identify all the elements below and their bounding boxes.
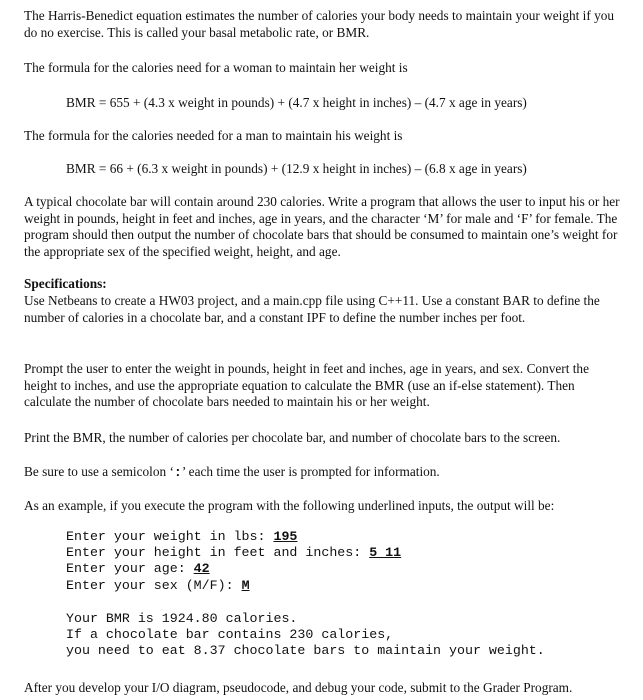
man-formula-intro: The formula for the calories needed for a man to maintain his weight is xyxy=(24,128,403,143)
specifications-text: Use Netbeans to create a HW03 project, and a main.cpp file using C++11. Use a constant BAR to define the number of calories in a chocolate bar, and a constant IPF to define the number inches per foot. xyxy=(24,293,600,325)
output-bars-line: you need to eat 8.37 chocolate bars to maintain your weight. xyxy=(66,643,545,659)
weight-prompt: Enter your weight in lbs: xyxy=(66,529,274,544)
final-paragraph: After you develop your I/O diagram, pseudocode, and debug your code, submit to the Grader Program. xyxy=(24,680,573,695)
weight-input-value: 195 xyxy=(273,529,298,544)
woman-bmr-formula: BMR = 655 + (4.3 x weight in pounds) + (4.7 x height in inches) – (4.7 x age in years) xyxy=(66,95,527,110)
output-calories-line: If a chocolate bar contains 230 calories, xyxy=(66,627,394,643)
prompt-paragraph: Prompt the user to enter the weight in pounds, height in feet and inches, age in years, and sex. Convert the height to inches, and use the appropriate equation to calculate the BMR (use an if-else statement). Then calculate the number of chocolate bars needed to maintain his or her weight. xyxy=(24,361,589,409)
man-bmr-formula: BMR = 66 + (6.3 x weight in pounds) + (12.9 x height in inches) – (6.8 x age in years) xyxy=(66,161,527,176)
output-bmr-line: Your BMR is 1924.80 calories. xyxy=(66,611,298,626)
semicolon-text-before: Be sure to use a semicolon ‘ xyxy=(24,464,174,479)
sex-prompt-line xyxy=(66,578,401,594)
age-input-value: 42 xyxy=(193,561,210,577)
example-intro: As an example, if you execute the program with the following underlined inputs, the output will be: xyxy=(24,498,555,513)
height-input-value: 5 11 xyxy=(369,545,402,561)
chocolate-paragraph: A typical chocolate bar will contain around 230 calories. Write a program that allows the user to input his or her weight in pounds, height in feet and inches, age in years, and the character ‘M’ for male and ‘F’ for female. The program should then output the number of chocolate bars that should be consumed to maintain one’s weight for the appropriate sex of the specified weight, height, and age. xyxy=(24,194,620,259)
semicolon-symbol: : xyxy=(173,465,182,480)
example-input-block xyxy=(66,529,401,594)
woman-formula-intro: The formula for the calories need for a woman to maintain her weight is xyxy=(24,60,408,75)
height-prompt-line xyxy=(66,545,401,561)
sex-input-value: M xyxy=(241,577,250,593)
example-output-block xyxy=(66,611,545,660)
semicolon-text-after: ’ each time the user is prompted for information. xyxy=(181,464,440,479)
specifications-heading: Specifications: xyxy=(24,276,107,291)
age-prompt: Enter your age: xyxy=(66,561,194,577)
age-prompt-line xyxy=(66,561,401,577)
intro-paragraph: The Harris-Benedict equation estimates the number of calories your body needs to maintain your weight if you do no exercise. This is called your basal metabolic rate, or BMR. xyxy=(24,8,615,40)
print-paragraph: Print the BMR, the number of calories per chocolate bar, and number of chocolate bars to the screen. xyxy=(24,430,561,445)
height-prompt: Enter your height in feet and inches: xyxy=(66,545,370,561)
weight-prompt-line xyxy=(66,529,401,545)
sex-prompt: Enter your sex (M/F): xyxy=(66,577,242,593)
semicolon-paragraph xyxy=(24,464,624,482)
